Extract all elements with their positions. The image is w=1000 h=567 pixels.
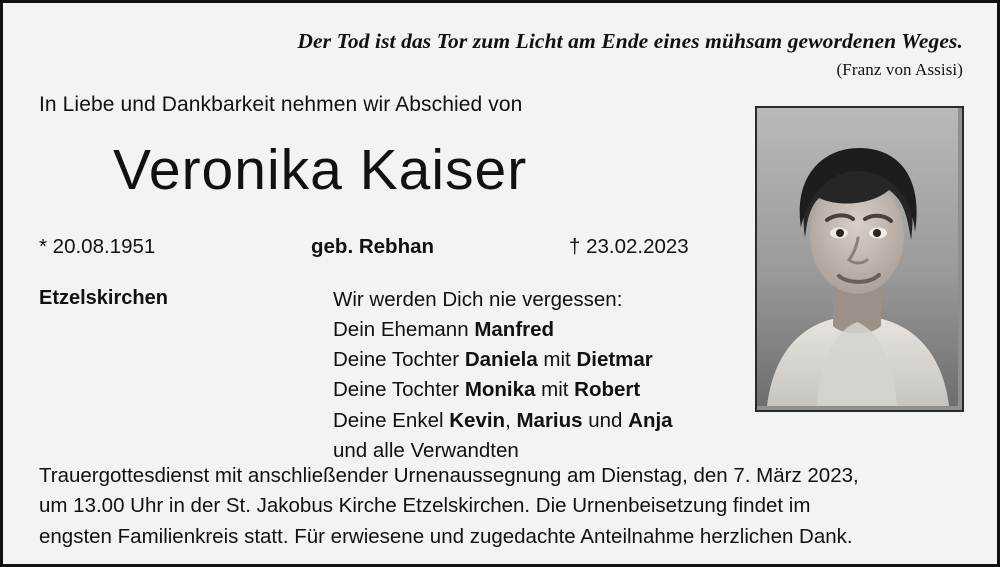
portrait-photo-image [757, 108, 958, 406]
family-line [333, 375, 673, 405]
family-line-prefix: Deine Tochter [333, 348, 465, 372]
family-line-name: Monika [464, 378, 536, 402]
birth-date: * 20.08.1951 [39, 235, 156, 258]
service-line-1: Trauergottesdienst mit anschließender Urnenaussegnung am Dienstag, den 7. März 2023, [39, 464, 859, 487]
family-line-prefix: und alle Verwandten [333, 438, 519, 462]
family-line-middle: mit [537, 348, 577, 372]
family-line-prefix: Deine Tochter [333, 378, 465, 402]
family-line-prefix: Deine Enkel [333, 408, 450, 432]
family-line-name2: Marius [516, 408, 583, 432]
maiden-name: geb. Rebhan [311, 235, 435, 258]
quote-attribution: (Franz von Assisi) [836, 60, 963, 79]
service-line-2: um 13.00 Uhr in der St. Jakobus Kirche Etzelskirchen. Die Urnenbeisetzung findet im [39, 494, 811, 518]
service-line-3: engsten Familienkreis statt. Für erwiesene und zugedachte Anteilnahme herzlichen Dank. [39, 524, 853, 548]
obituary-inner [3, 3, 1000, 567]
family-line-name2: Dietmar [576, 348, 653, 372]
family-line-name2: Robert [574, 378, 641, 402]
quote-block [203, 29, 963, 80]
deceased-name: Veronika Kaiser [113, 138, 528, 202]
family-line-name: Daniela [464, 348, 538, 372]
family-line-middle: mit [535, 378, 575, 402]
intro-text: In Liebe und Dankbarkeit nehmen wir Abschied von [39, 93, 523, 116]
quote-text: Der Tod ist das Tor zum Licht am Ende eines mühsam gewordenen Weges. [297, 29, 963, 53]
family-heading: Wir werden Dich nie vergessen: [333, 288, 623, 311]
place-name: Etzelskirchen [39, 287, 168, 309]
family-block [333, 285, 673, 466]
family-line-middle: , [505, 408, 517, 432]
death-date: † 23.02.2023 [569, 235, 689, 258]
family-line [333, 345, 673, 375]
family-line-name: Manfred [474, 318, 555, 342]
family-line [333, 315, 673, 345]
family-line-name3: Anja [628, 408, 673, 432]
family-line-prefix: Dein Ehemann [333, 318, 475, 342]
portrait-photo [755, 106, 964, 412]
family-line [333, 406, 673, 436]
service-details [39, 461, 969, 552]
family-line-name: Kevin [449, 408, 506, 432]
family-line-suffix: und [582, 408, 629, 432]
dates-row [39, 235, 729, 263]
